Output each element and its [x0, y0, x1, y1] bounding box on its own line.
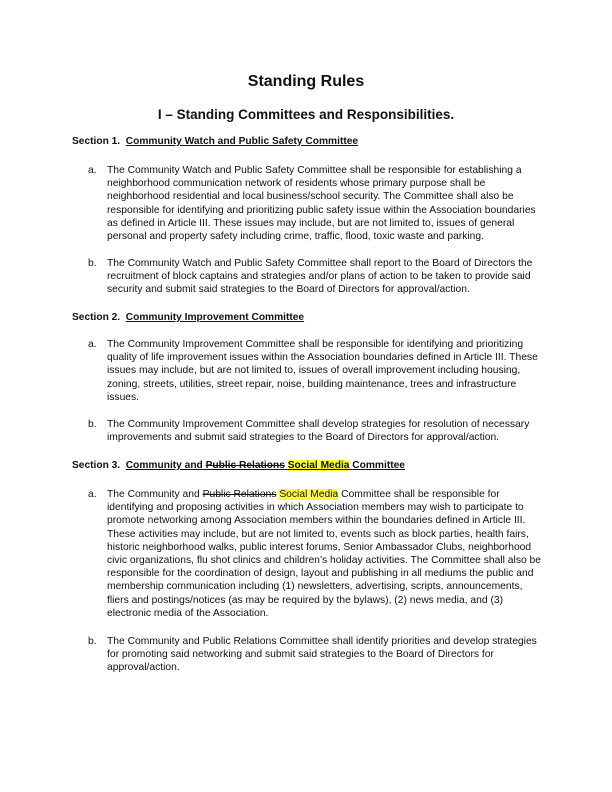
section-2-name: Community Improvement Committee	[125, 312, 305, 323]
item-text-highlight: Social Media	[279, 489, 339, 500]
section-1-heading	[72, 136, 358, 147]
item-marker: b.	[88, 258, 97, 269]
section-1-item-a	[88, 164, 544, 244]
section-1-name: Community Watch and Public Safety Committee	[125, 136, 359, 147]
section-3-name-after: Committee	[352, 460, 405, 471]
section-3-heading	[72, 460, 405, 471]
item-text: The Community and Public Relations Committee shall identify priorities and develop strategies for promoting said networking and submit said strategies to the Board of Directors for approval/action.	[107, 636, 537, 674]
section-3-name-highlight: Social Media	[287, 460, 350, 471]
item-text	[107, 488, 544, 620]
section-3-item-a	[88, 488, 544, 620]
item-text-before: The Community and	[107, 489, 200, 500]
item-marker: a.	[88, 339, 97, 350]
section-3-item-b	[88, 635, 544, 675]
item-text-struck: Public Relations	[202, 489, 277, 500]
section-3-name-before: Community and	[125, 460, 203, 471]
document-subtitle: I – Standing Committees and Responsibilities.	[157, 107, 455, 122]
section-2-item-b	[88, 418, 544, 446]
section-2-heading	[72, 312, 304, 323]
section-2-label: Section 2.	[72, 312, 121, 323]
section-1-item-b	[88, 257, 544, 297]
item-marker: a.	[88, 165, 97, 176]
item-text-after: Committee shall be responsible for identifying and proposing activities in which Association members may wish to participate to promote networking among Association members within the boundaries defined in Article III. These activities may include, but are not limited to, events such as block parties, health fairs, historic neighborhood walks, public interest forums, Senior Ambassador Clubs, neighborhood civic organizations, flu shot clinics and children’s holiday activities. The Committee shall also be responsible for the coordination of design, layout and publishing in all mediums the public and membership communication including (1) newsletters, advertising, scripts, announcements, fliers and postings/notices (as may be required by the bylaws), (2) news media, and (3) electronic media of the Association.	[107, 489, 542, 619]
item-marker: a.	[88, 489, 97, 500]
item-text: The Community Improvement Committee shall be responsible for identifying and prioritizing quality of life improvement issues within the Association boundaries defined in Article III. These issues may include, but are not limited to, issues of overall improvement including housing, zoning, streets, utilities, street repair, noise, building maintenance, trees and infrastructure issues.	[107, 339, 538, 403]
section-3-name	[126, 460, 405, 471]
item-text: The Community Watch and Public Safety Committee shall report to the Board of Directors the recruitment of block captains and strategies and/or plans of action to be taken to provide said security and submit said strategies to the Board of Directors for approval/action.	[107, 258, 533, 296]
item-marker: b.	[88, 636, 97, 647]
section-3-name-struck: Public Relations	[205, 460, 285, 471]
item-text: The Community Improvement Committee shall develop strategies for resolution of necessary improvements and submit said strategies to the Board of Directors for approval/action.	[107, 419, 530, 444]
section-3-label: Section 3.	[72, 460, 121, 471]
section-1-label: Section 1.	[72, 136, 121, 147]
item-marker: b.	[88, 419, 97, 430]
item-text: The Community Watch and Public Safety Committee shall be responsible for establishing a neighborhood communication network of residents whose primary purpose shall be neighborhood residential and local business/school security. The Committee shall also be responsible for identifying and prioritizing public safety issue within the Association boundaries as defined in Article III. These issues may include, but are not limited to, issues of general personal and property safety including crime, traffic, flood, toxic waste and parking.	[107, 165, 536, 243]
document-title: Standing Rules	[247, 73, 365, 90]
section-2-item-a	[88, 338, 544, 404]
